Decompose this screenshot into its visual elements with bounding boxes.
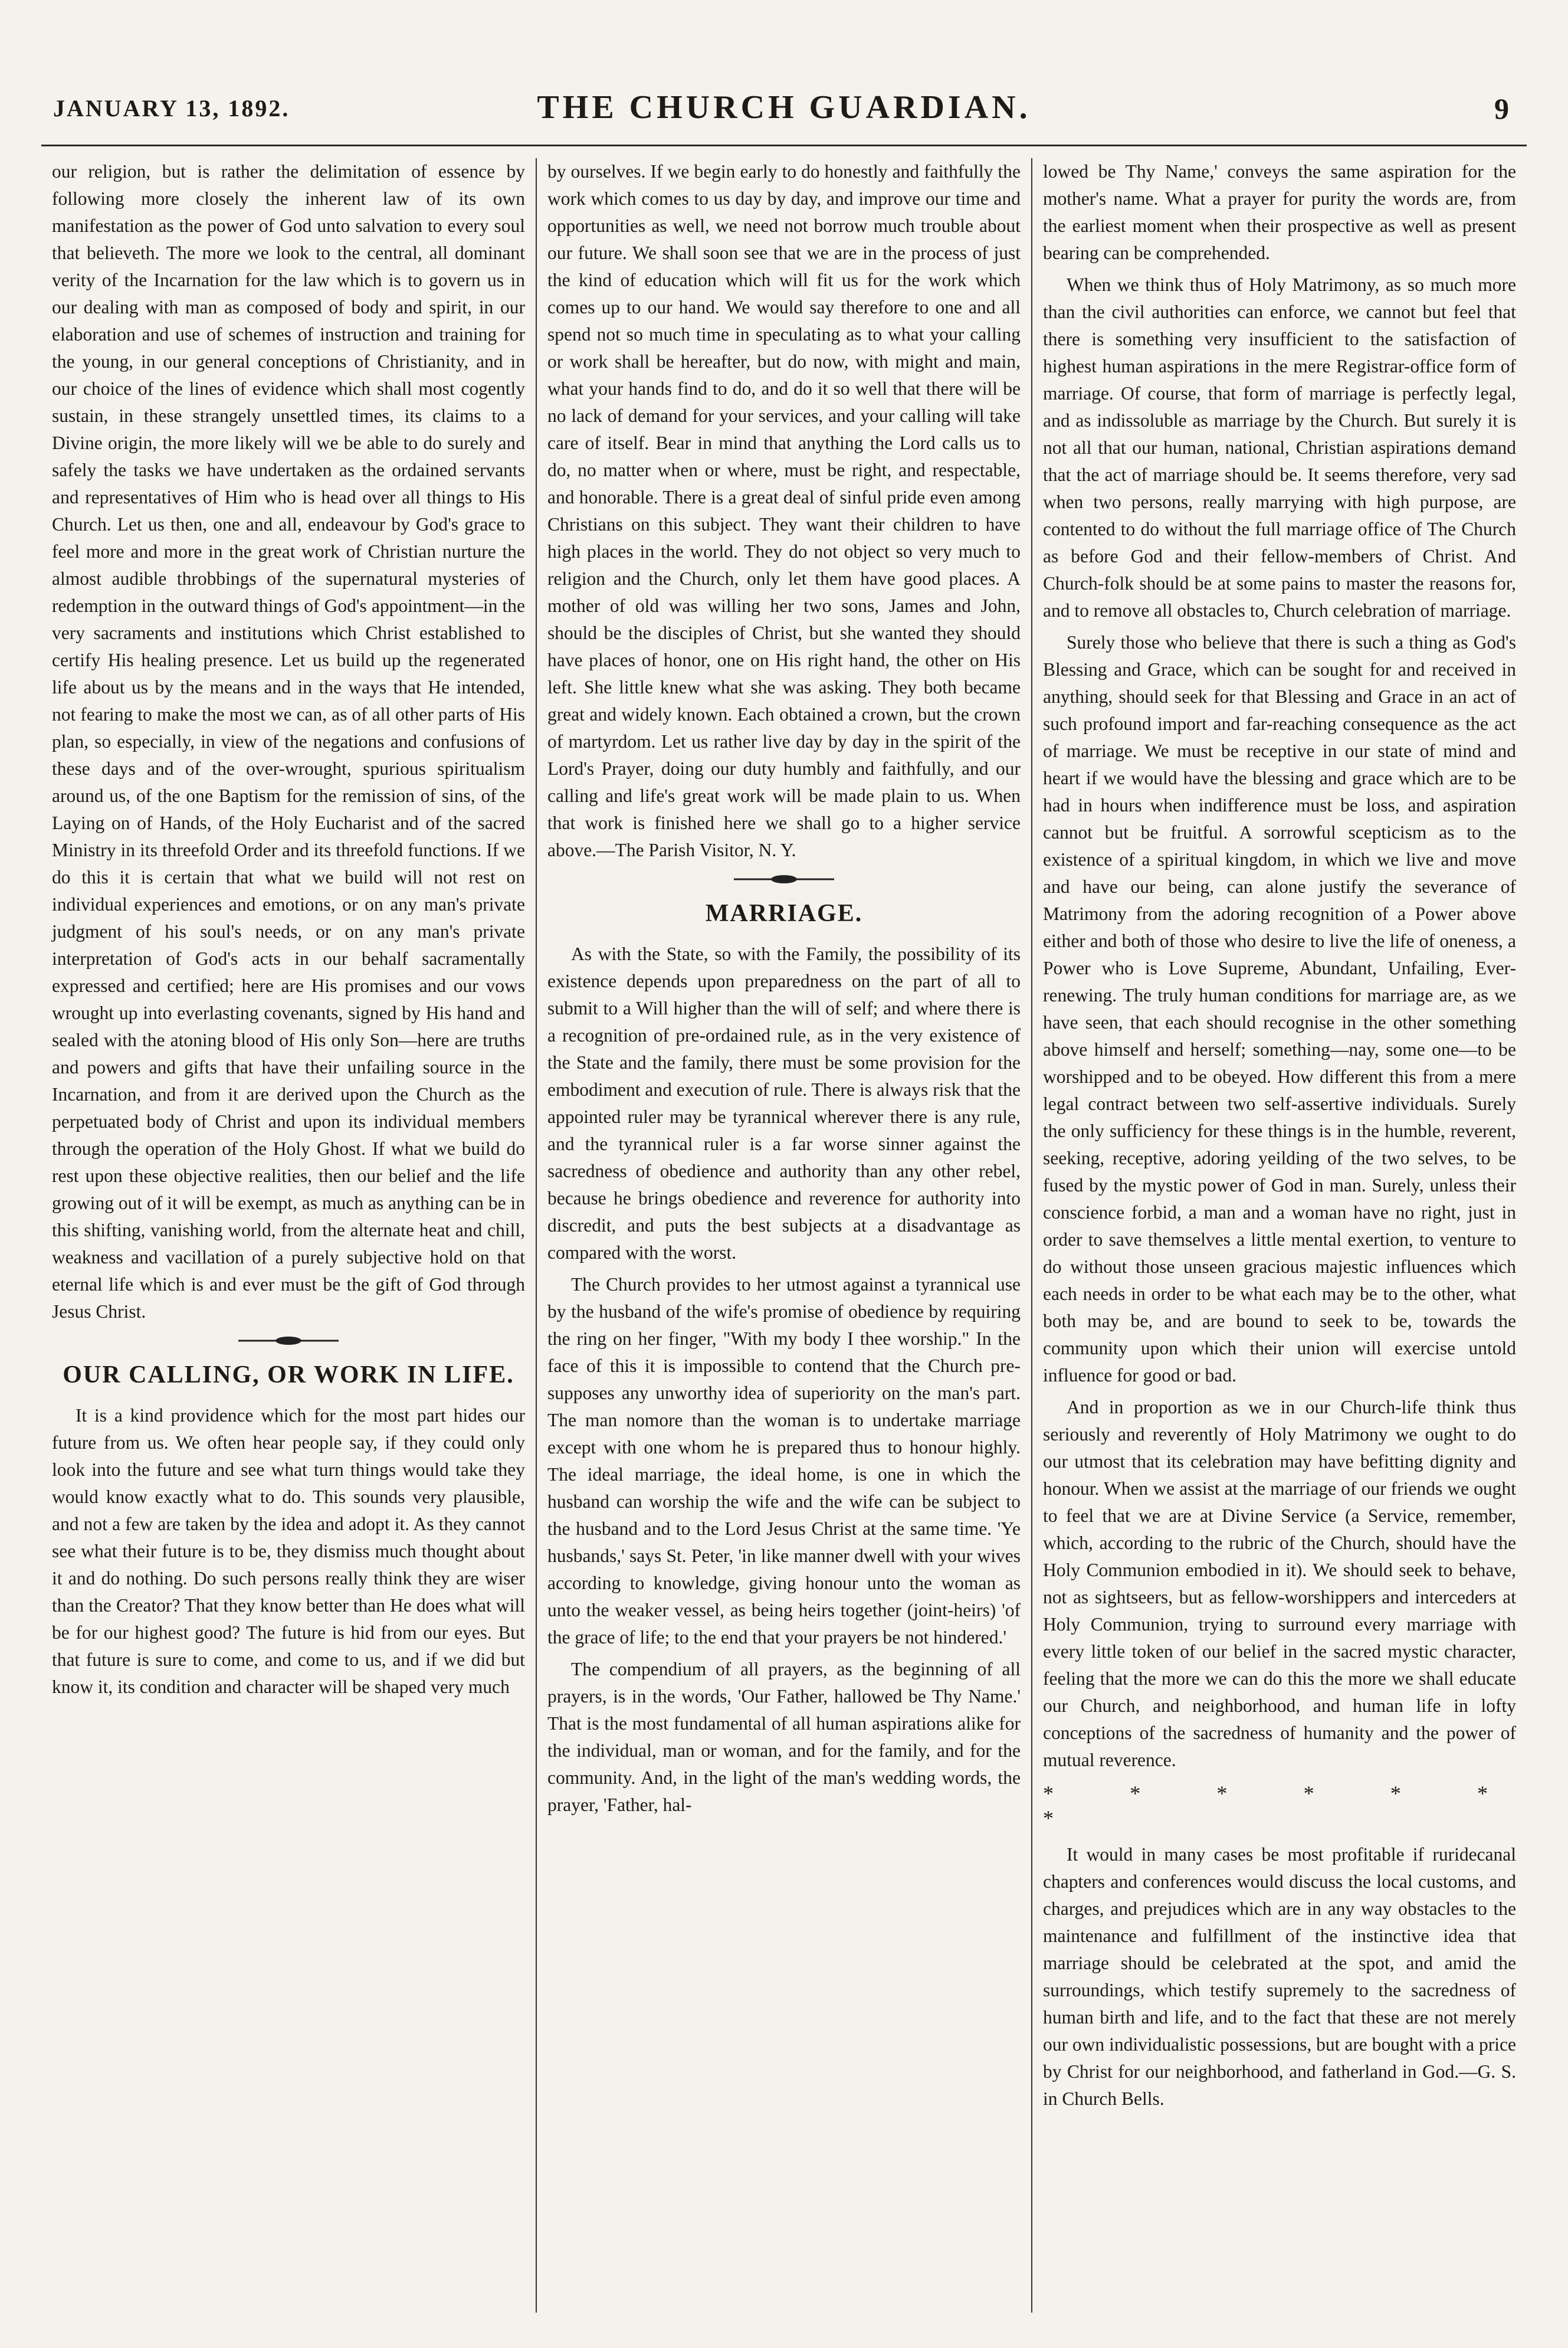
article-text: It is a kind providence which for the most part hides our future from us. We often hear people say, if they could only look into the future and see what turn things would take they would know exactly what to do. This sounds very plausible, and not a few are taken by the idea and adopt it. As they cannot see what their future is to be, they dismiss much thought about it and do nothing. Do such persons really think they are wiser than the Creator? That they know better than He does what will be for our highest good? The future is hid from our eyes. But that future is sure to come, and come to us, and if we did but know it, its condition and character will be shaped very much [52, 1405, 525, 1697]
header-rule [41, 145, 1527, 146]
article-heading: OUR CALLING, OR WORK IN LIFE. [63, 1361, 514, 1389]
article-text: our religion, but is rather the delimitation of essence by following more closely the inherent law of its own manifestation as the power of God unto salvation to every soul that believeth. The more we look to the central, all dominant verity of the Incarnation for the law which is to govern us in our dealing with man as composed of body and spirit, in our elaboration and use of schemes of instruction and training for the young, in our general conceptions of Christianity, and in our choice of the lines of evidence which shall most cogently sustain, in these strangely unsettled times, its claims to a Divine origin, the more likely will we be able to do surely and safely the tasks we have undertaken as the ordained servants and representatives of Him who is head over all things to His Church. Let us then, one and all, endeavour by God's grace to feel more and more in the great work of Christian nurture the almost audible throbbings of the supernatural mysteries of redemption in the outward things of God's appointment—in the very sacraments and institutions which Christ established to certify His healing presence. Let us build up the regenerated life about us by the means and in the ways that He intended, not fearing to make the most we can, as of all other parts of His plan, so especially, in view of the negations and confusions of these days and of the over-wrought, spurious spiritualism around us, of the one Baptism for the remission of sins, of the Laying on of Hands, of the Holy Eucharist and of the sacred Ministry in its threefold Order and its threefold functions. If we do this it is certain that what we build will not rest on individual experiences and emotions, or on any man's private judgment of his soul's needs, or on any man's private interpretation of God's acts in our behalf sacramentally expressed and certified; here are His promises and our vows wrought up into everlasting covenants, signed by His hand and sealed with the atoning blood of His only Son—here are truths and powers and gifts that have their unfailing source in the Incarnation, and from it are derived upon the Church as the perpetuated body of Christ and upon its individual members through the operation of the Holy Ghost. If what we build do rest upon these objective realities, then our belief and the life growing out of it will be exempt, as much as anything can be in this shifting, vanishing world, from the alternate heat and chill, weakness and vacillation of a purely subjective hold on that eternal life which is and ever must be the gift of God through Jesus Christ. [52, 161, 525, 1322]
section-break-stars: * * * * * * * [1043, 1782, 1516, 1830]
article-text: The Church provides to her utmost against a tyrannical use by the husband of the wife's promise of obedience by requiring the ring on her finger, "With my body I thee worship." In the face of this it is impossible to contend that the Church pre-supposes any unworthy idea of superiority on the man's part. The man nomore than the woman is to undertake marriage except with one whom he is prepared thus to honour highly. The ideal marriage, the ideal home, is one in which the husband can worship the wife and the wife can be subject to the husband and to the Lord Jesus Christ at the same time. 'Ye husbands,' says St. Peter, 'in like manner dwell with your wives according to knowledge, giving honour unto the woman as unto the weaker vessel, as being heirs together (joint-heirs) 'of the grace of life; to the end that your prayers be not hindered.' [547, 1274, 1021, 1648]
masthead [41, 89, 1527, 142]
columns [41, 158, 1527, 2313]
ornament-divider [547, 875, 1021, 884]
article-text: lowed be Thy Name,' conveys the same aspiration for the mother's name. What a prayer for purity the words are, from the earliest moment when their prospective as well as present bearing can be comprehended. [1043, 161, 1516, 263]
article-text: Surely those who believe that there is such a thing as God's Blessing and Grace, which can be sought for and received in anything, should seek for that Blessing and Grace in an act of such profound import and far-reaching consequence as the act of marriage. We must be receptive in our state of mind and heart if we would have the blessing and grace which are to be had in hours when indifference must be loss, and aspiration cannot but be fruitful. A sorrowful scepticism as to the existence of a spiritual kingdom, in which we live and move and have our being, can alone justify the severance of Matrimony from the adoring recognition of a Power above either and both of those who desire to live the life of oneness, a Power who is Love Supreme, Abundant, Unfailing, Ever-renewing. The truly human conditions for marriage are, as we have seen, that each should recognise in the other something above himself and herself; something—nay, some one—to be worshipped and to be obeyed. How different this from a mere legal contract between two self-assertive individuals. Surely the only sufficiency for these things is in the humble, reverent, seeking, receptive, adoring yeilding of the two selves, to be fused by the mystic power of God in man. Surely, unless their conscience forbid, a man and a woman have no right, just in order to save themselves a little mental exertion, to venture to do without those unseen gracious majestic influences which each needs in order to be what each may be to the other, what both may be, and are bound to seek to be, towards the community upon which their union will exercise untold influence for good or bad. [1043, 632, 1516, 1386]
article-heading: MARRIAGE. [705, 900, 863, 927]
page-number: 9 [1494, 92, 1509, 125]
article-text: by ourselves. If we begin early to do honestly and faithfully the work which comes to us day by day, and improve our time and opportunities as well, we need not borrow much trouble about our future. We shall soon see that we are in the process of just the kind of education which will fit us for the work which comes up to our hand. We would say therefore to one and all spend not so much time in speculating as to what your calling or work shall be hereafter, but do now, with might and main, what your hands find to do, and do it so well that there will be no lack of demand for your services, and your calling will take care of itself. Bear in mind that anything the Lord calls us to do, no matter when or where, must be right, and respectable, and honorable. There is a great deal of sinful pride even among Christians on this subject. They want their children to have high places in the world. They do not object so very much to religion and the Church, only let them have good places. A mother of old was willing her two sons, James and John, should be the disciples of Christ, but she wanted they should have places of honor, one on His right hand, the other on His left. She little knew what she was asking. They both became great and widely known. Each obtained a crown, but the crown of martyrdom. Let us rather live day by day in the spirit of the Lord's Prayer, doing our duty humbly and faithfully, and our calling and life's great work will be made plain to us. When that work is finished here we shall go to a higher service above.—The Parish Visitor, N. Y. [547, 161, 1021, 860]
article-text: As with the State, so with the Family, the possibility of its existence depends upon preparedness on the part of all to submit to a Will higher than the will of self; and where there is a recognition of pre-ordained rule, as in the very existence of the State and the family, there must be some provision for the embodiment and execution of rule. There is always risk that the appointed ruler may be tyrannical wherever there is any rule, and the tyrannical ruler is a far worse sinner against the sacredness of obedience and authority than any other rebel, because he brings obedience and reverence for authority into discredit, and puts the best subjects at a disadvantage as compared with the worst. [547, 944, 1021, 1263]
article-text: It would in many cases be most profitable if ruridecanal chapters and conferences would discuss the local customs, and charges, and prejudices which are in any way obstacles to the maintenance and fulfillment of the instinctive idea that marriage should be celebrated at the spot, and amid the surroundings, which testify supremely to the sacredness of human birth and life, and to the fact that these are not merely our own individualistic possessions, but are bought with a price by Christ for our neighborhood, and fatherland in God.—G. S. in Church Bells. [1043, 1844, 1516, 2109]
column-1 [41, 158, 537, 2313]
ornament-divider [52, 1336, 525, 1345]
article-text: The compendium of all prayers, as the beginning of all prayers, is in the words, 'Our Father, hallowed be Thy Name.' That is the most fundamental of all human aspirations alike for the individual, man or woman, and for the family, and for the community. And, in the light of the man's wedding words, the prayer, 'Father, hal- [547, 1659, 1021, 1815]
article-text: And in proportion as we in our Church-life think thus seriously and reverently of Holy Matrimony we ought to do our utmost that its celebration may have befitting dignity and honour. When we assist at the marriage of our friends we ought to feel that we are at Divine Service (a Service, remember, which, according to the rubric of the Church, should have the Holy Communion embodied in it). We should seek to behave, not as sightseers, but as fellow-worshippers and interceders at Holy Communion, trying to surround every marriage with every little token of our belief in the sacred mystic character, feeling that the more we can do this the more we shall educate our Church, and neighborhood, and human life in lofty conceptions of the sacredness of humanity and the power of mutual reverence. [1043, 1397, 1516, 1770]
newspaper-title: THE CHURCH GUARDIAN. [537, 89, 1031, 126]
column-3 [1032, 158, 1527, 2313]
article-text: When we think thus of Holy Matrimony, as so much more than the civil authorities can enforce, we cannot but feel that there is something very insufficient to the satisfaction of highest human aspirations in the mere Registrar-office form of marriage. Of course, that form of marriage is perfectly legal, and as indissoluble as marriage by the Church. But surely it is not all that our human, national, Christian aspirations demand that the act of marriage should be. It seems therefore, very sad when two persons, really marrying with high purpose, are contented to do without the full marriage office of The Church as before God and their fellow-members of Christ. And Church-folk should be at some pains to master the reasons for, and to remove all obstacles to, Church celebration of marriage. [1043, 274, 1516, 621]
issue-date: JANUARY 13, 1892. [53, 95, 290, 122]
column-2 [537, 158, 1032, 2313]
